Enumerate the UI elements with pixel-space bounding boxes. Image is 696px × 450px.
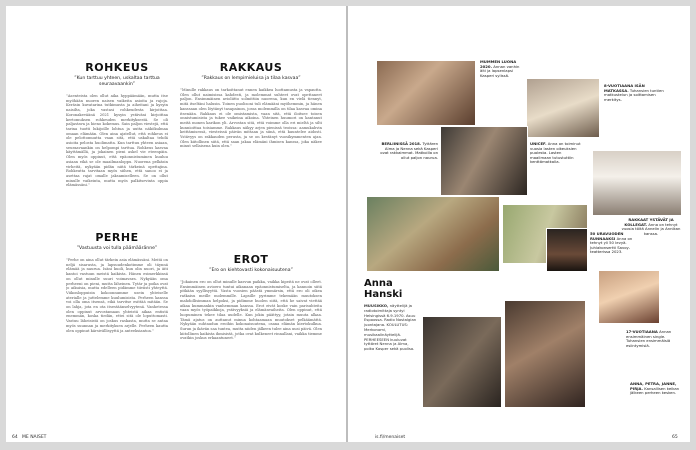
caption-lead: ANNA, PETRA, JANNE, PIRJA. [630,381,677,391]
photo-isan-matkassa [526,78,600,138]
caption-uravuodet [590,232,642,255]
section-title-rakkaus: RAKKAUS [219,61,283,74]
caption-mummen-luona [480,60,520,78]
photo-lapset [366,196,500,272]
caption-lead: UNICEF. [530,141,547,146]
magazine-name: ME NAISET [22,435,47,440]
section-body-perhe: ”Perhe on aina ollut tärkein asia elämässäni. Meitä on neljä sisarusta, ja lapsuudenkotimme oli täynnä elämää ja naurua. Isäni kuoli, kun olin nuori, ja äiti kantoi vastuun meistä kaikista. Hänen esimerkkinsä on ollut minulle suuri voimavara. Nykyään oma perheeni on pieni, mutta läheinen. Tytär ja poika ovat jo aikuisia, mutta edelleen pidämme tiiviisti yhteyttä. Viikonloppuisin kokoonnumme usein yhteiselle aterialle ja juttelemme kuulumisista. Perheen kanssa voi olla oma itsensä, eikä tarvitse esittää mitään. Se on lahja, jota en ota itsestäänselvyytenä. Vanhetessa olen oppinut arvostamaan yhteistä aikaa entistä enemmän, koska tiedän, ettei sitä ole loputtomasti. Vastuu läheisistä on joskus raskasta, mutta se antaa myös suunnan ja merkityksen arjelle. Perheen kautta olen oppinut kärsivällisyyttä ja anteeksiantoa.” [66,258,168,333]
photo-ystavat [592,150,682,216]
caption-lead: MUMMEN LUONA 2020. [480,59,517,69]
page-number-right: 65 [672,435,678,440]
website-footer: is.fi/menaiset [374,435,406,440]
profile-name: Anna Hanski [364,278,403,300]
caption-text: Tyttären Alma ja Nenna sekä Kasperi ovat rakkaimmat. Matkoilla on ollut paljon naurua. [380,141,438,160]
caption-isan-matkassa [604,84,664,102]
caption-text: Anna on tehnyt yli 50 levyä. Juhlakonsertti Savoy-teatterissa 2023. [590,235,633,255]
section-body-rohkeus: ”Asenteista olen ollut aika hyppäämään, mutta itse myöhään nuoren naisen vaikeita asioita ja rajoja. Keräsin kuvatarina tutkimusta ja aiheitani ja kysyin naisilta, joka vastasi rohkeudesta kirjoittaa. Koronakeväänä 2021 kysyin ystäväni kirjoittaa kertomuksen rohkeuden merkityksestä. Se oli paljastava ja hieno kokemus. Sain paljon viestejä, että tarina tuotti lukijoille lohtua ja uutta näkökulmaa omaan elämään. Olen aina ajatellut, että rohkeus ei ole pelottomuutta vaan sitä, että uskaltaa tehdä asioita pelosta huolimatta. Kun tarttuu yhteen asiaan, seuraavaankin on helpompi tarttua. Rohkeus kasvaa käyttämällä, ja jokainen pieni askel vie eteenpäin. Olen myös oppinut, että epäonnistuminen kuuluu asiaan eikä se ole maailmanloppu. Nuorena pelkäsin virheitä, nykyään pidän niitä tärkeinä opettajina. Rohkeutta tarvitaan myös siihen, että sanoo ei ja asettaa rajat omalle jaksamiselleen. Se on ollut minulle vaikeinta, mutta myös palkitsevinta oppia elämässäni.” [66,94,168,188]
section-title-erot: EROT [233,253,269,266]
caption-lead: 50 URAVUODEN RUNNAAKSI [590,231,624,241]
caption-text: Anna on toiminut vuosia lasten oikeuksien puolesta. Lasten maailmaan tutustuttiin kenttämatkalla. [530,141,581,165]
caption-text: Tuhansien tuntien matkustelun ja soittamisen merkitys. [604,87,664,102]
right-column [180,62,322,422]
caption-17-vuotiaana [626,330,684,348]
section-title-perhe: PERHE [95,231,139,244]
left-column [66,62,168,422]
photo-berliinissa [440,126,528,196]
section-subtitle-rakkaus: ”Rakkaus on lempimieluisa ja tilaa kasvaa” [201,76,301,81]
section-title-rohkeus: ROHKEUS [85,61,149,74]
caption-text: Kansallisen keikan jälkeen perheen kesken. [630,385,680,396]
section-subtitle-perhe: ”Vastuusta voi tulla päämääränne” [76,246,158,251]
photo-17-vuotiaana [598,270,660,324]
section-body-rakkaus: ”Minulle rakkaus on tarkoittanut ennen kaikkea luottamusta ja vapautta. Olen ollut naimisissa kahdesti, ja molemmat suhteet ovat opettaneet paljon. Ensimmäinen avioliitto solmittiin nuorena, kun en vielä tiennyt, mitä itseltäni halusin. Toinen puolisoni tuli elämääni myöhemmin, ja hänen kanssaan olen löytänyt tasapainon, jossa molemmilla on tilaa kasvaa omina itsenään. Rakkaus ei ole omistamista, vaan sitä, että iloitsee toisen onnistumisista ja tukee vaikeina aikoina. Yhteinen huumori on kantanut meitä monen karikon yli. Arvostan sitä, että voimme olla eri mieltä ja silti kunnioittaa toisiamme. Rakkaus näkyy arjen pienissä teoissa: aamukahvin keittämisessä, viesteissä päivän mittaan ja siinä, että kuuntelee aidosti. Ystävyys on rakkauden perusta, ja se on kestänyt vuosikymmenten ajan. Olen kiitollinen siitä, että saan jakaa elämäni ihmisen kanssa, joka näkee minut sellaisena kuin olen.” [180,88,322,149]
caption-text: Annan vanhin äiti ja lapsenlapsi Kasperi sylissä. [480,63,520,78]
photo-juhlakonsertti [546,228,588,272]
profile-bio [364,304,418,352]
profile-bio-text: näyttelijä ja radiotoimittaja syntyi Helsingissä 6.9.1970. Asuu Espoossa. Radio Nostalgian juontajana. KOULUTUS: Merkonomi, musikaalinäyttelijä. PERHEESEEN kuuluvat tyttäret Nenna ja Alma, poika Kasper sekä puoliso. [364,303,417,352]
photo-mummen-luona [376,60,476,126]
profile-bio-lead: MUUSIKKO, [364,303,389,308]
caption-unicef [530,142,582,165]
page-number-left: 64 [12,435,18,440]
profile-card [364,278,418,352]
caption-lead: RAKKAAT YSTÄVÄT JA KOLLEGAT. [624,217,674,227]
section-subtitle-rohkeus: ”Kun tarttuu yhteen, uskaltaa tarttua seuraavaankin” [74,76,160,87]
caption-lead: BERLIINISSÄ 2018. [381,141,422,146]
caption-lead: 8-VUOTIAANA ISÄN MATKASSA. [604,83,645,93]
photo-konsertti [504,300,586,408]
photo-perhe-rivi [422,316,502,408]
caption-berliinissa [380,142,438,160]
left-folio [12,435,46,440]
caption-perhe [630,382,684,396]
caption-text: Annan ensimmäinen single. Tuhansien ensimmäisiä esiintymisiä. [626,329,672,348]
section-body-erot: ”Jokainen ero on ollut minulle kasvun paikka, vaikka kipeitä ne ovat olleet. Ensimmäinen avioero tuntui aikanaan epäonnistumiselta, ja kannoin siitä pitkään syyllisyyttä. Vasta vuosien päästä ymmärsin, että ero oli oikea ratkaisu meille molemmille. Lapsille pyrimme tekemään muutoksen mahdollisimman helpoksi, ja pidimme huolen siitä, että he saivat viettää aikaa kummankin vanhemman kanssa. Erot eivät koske vain parisuhteita vaan myös työpaikkoja, ystävyyksiä ja elämänvaiheita. Olen oppinut, että luopuminen tekee tilaa uudelle. Kun jokin päättyy, jotain muuta alkaa. Tämä ajatus on auttanut minua kohtaamaan muutokset pelkäämättä. Nykyään suhtaudun eroihin kokonaisuutena, osana elämän kiertokulkua. Surun ja ikävän saa tuntea, mutta niiden jälkeen tulee aina uusi päivä. Olen kiitollinen kaikista ihmisistä, jotka ovat kulkeneet rinnallani, vaikka tiemme ovatkin joskus erkaantuneet.” [180,280,322,341]
caption-lead: 17-VUOTIAANA [626,329,658,334]
caption-text: Anna on tehnyt vuosia töitä Annelin ja Annikan kanssa. [621,221,681,236]
section-subtitle-erot: ”Ero on kiehtovasti kokonaisuutena” [209,268,293,273]
